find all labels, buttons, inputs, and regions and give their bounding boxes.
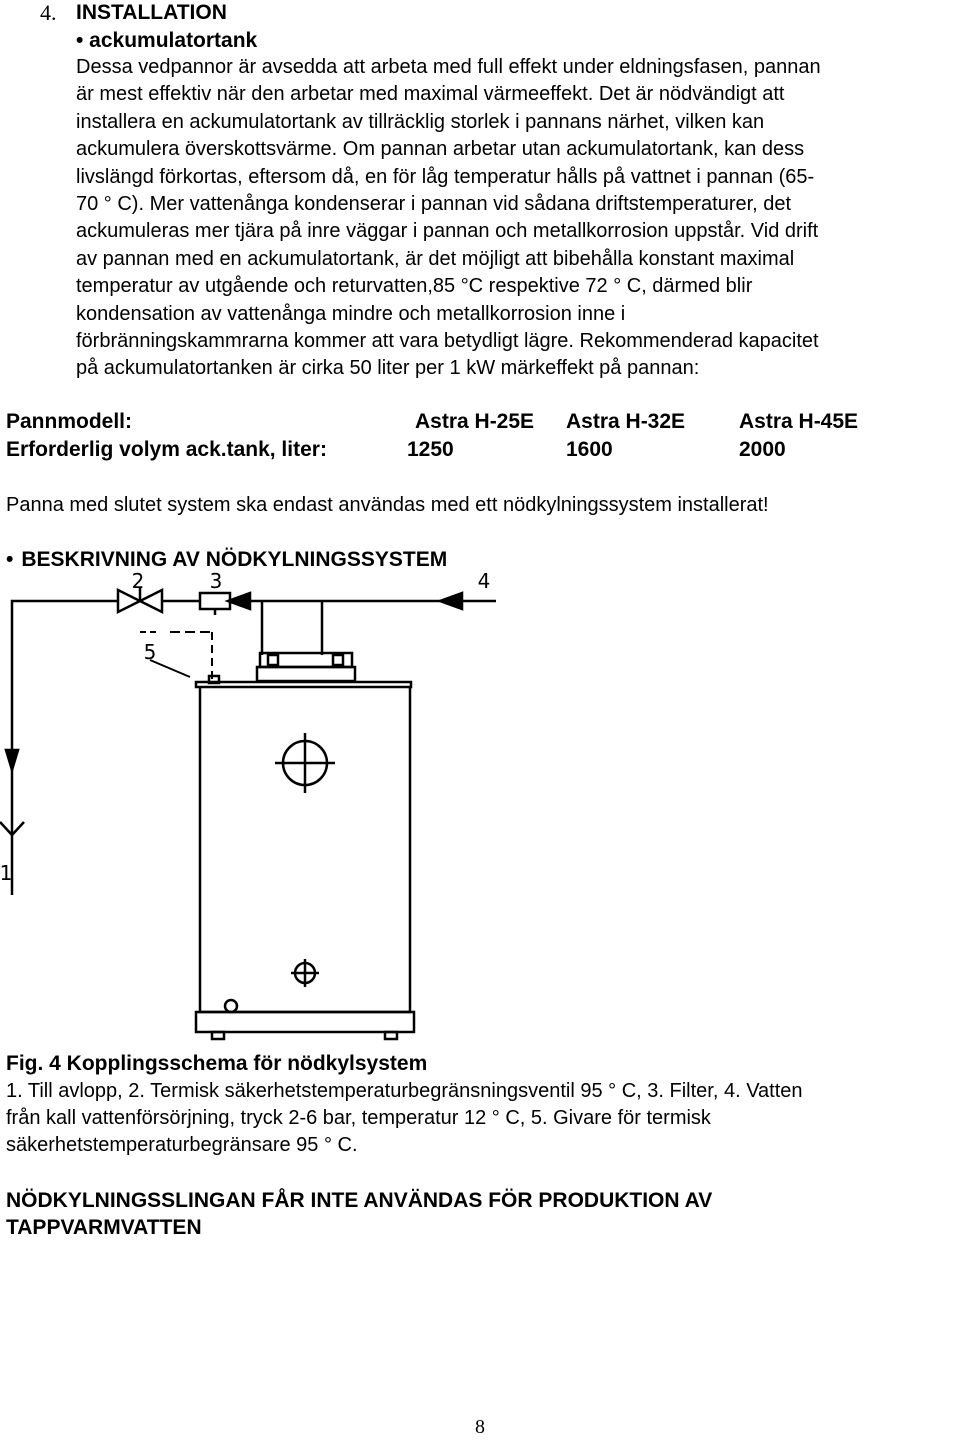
section-number: 4. — [40, 0, 57, 25]
label-cold-water: 4 — [477, 569, 491, 593]
diagram-heading-text: BESKRIVNING AV NÖDKYLNINGSSYSTEM — [21, 548, 448, 571]
cooling-diagram — [0, 565, 960, 1050]
figure-title: Fig. 4 Kopplingsschema för nödkylsystem — [6, 1052, 428, 1075]
label-filter: 3 — [209, 569, 223, 593]
row-label-model: Pannmodell: — [6, 410, 133, 433]
page-number: 8 — [475, 1416, 485, 1438]
final-notice: NÖDKYLNINGSSLINGAN FÅR INTE ANVÄNDAS FÖR PRODUKTION AV TAPPVARMVATTEN — [6, 1189, 713, 1239]
volume-cell: 2000 — [739, 438, 786, 461]
intro-paragraph: Dessa vedpannor är avsedda att arbeta med full effekt under eldningsfasen, pannan är mest effektiv när den arbetar med maximal värmeeffekt. Det är nödvändigt att installera en ackumulatortank av tillräcklig storlek i pannans närhet, vilken kan ackumulera överskottsvärme. Om pannan arbetar utan ackumulatortank, kan dess livslängd förkortas, eftersom då, en för låg temperatur hålls på vattnet i pannan (65- 70 ° C). Mer vattenånga kondenserar i pannan vid sådana driftstemperaturer, det ackumuleras mer tjära på inre väggar i pannan och metallkorrosion uppstår. Vid drift av pannan med en ackumulatortank, är det möjligt att bibehålla konstant maximal temperatur av utgående och returvatten,85 °C respektive 72 ° C, därmed blir kondensation av vattenånga mindre och metallkorrosion inne i förbränningskammrarna kommer att vara betydligt lägre. Rekommenderad kapacitet på ackumulatortanken är cirka 50 liter per 1 kW märkeffekt på pannan: — [76, 56, 821, 380]
model-cell: Astra H-45E — [739, 410, 859, 433]
figure-caption: 1. Till avlopp, 2. Termisk säkerhetstemperaturbegränsningsventil 95 ° C, 3. Filter, 4. Vatten från kall vattenförsörjning, tryck 2-6 bar, temperatur 12 ° C, 5. Givare för termisk säkerhetstemperaturbegränsare 95 ° C. — [6, 1080, 803, 1156]
label-drain: 1 — [0, 861, 13, 885]
row-label-volume: Erforderlig volym ack.tank, liter: — [6, 438, 327, 461]
volume-cell: 1250 — [407, 438, 454, 461]
label-valve: 2 — [131, 569, 145, 593]
bullet: • — [6, 548, 14, 571]
volume-cell: 1600 — [566, 438, 613, 461]
model-cell: Astra H-32E — [566, 410, 686, 433]
subsection-title: • ackumulatortank — [76, 29, 258, 52]
section-title: INSTALLATION — [76, 1, 227, 24]
model-cell: Astra H-25E — [415, 410, 535, 433]
warning-text: Panna med slutet system ska endast användas med ett nödkylningssystem installerat! — [6, 494, 769, 516]
label-sensor: 5 — [143, 640, 157, 664]
